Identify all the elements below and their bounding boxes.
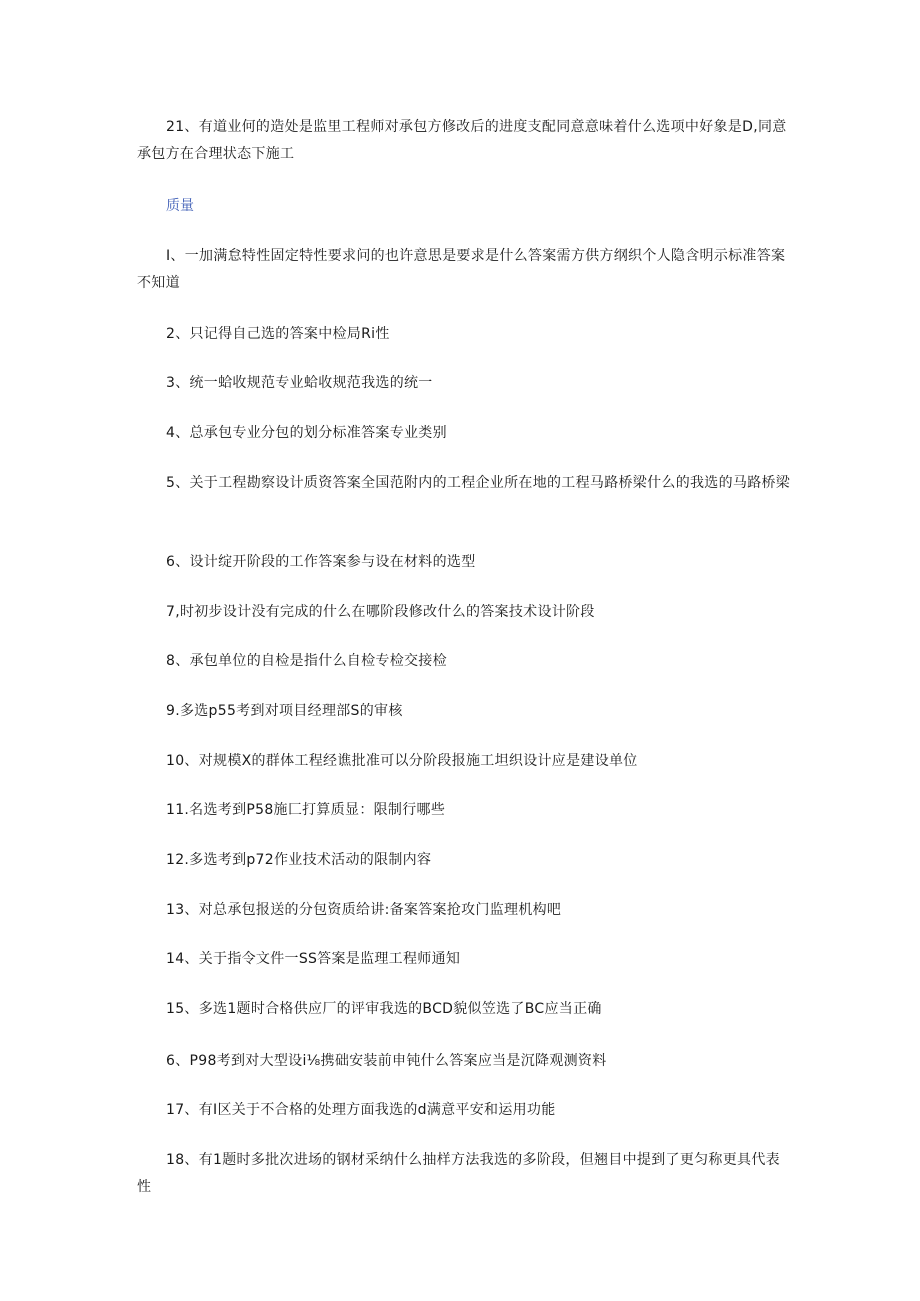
list-item: 12.多选考到p72作业技术活动的限制内容 bbox=[166, 852, 432, 868]
list-item: I、一加满怠特性固定特性要求问的也许意思是要求是什么答案需方供方纲织个人隐含明示标准答案不知道 bbox=[137, 248, 786, 291]
list-item: 6、设计绽开阶段的工作答案参与设在材料的选型 bbox=[166, 554, 476, 570]
list-item: 10、对规模X的群体工程经谯批准可以分阶段报施工坦织设计应是建设单位 bbox=[166, 753, 638, 769]
list-item: 4、总承包专业分包的划分标准答案专业类别 bbox=[166, 425, 447, 441]
paragraph-intro: 21、有道业何的造处是监里工程师对承包方修改后的进度支配同意意味着什么选项中好象是D,同意承包方在合理状态下施工 bbox=[137, 119, 787, 162]
list-item: 17、有I区关于不合格的处理方面我选的d满意平安和运用功能 bbox=[166, 1102, 556, 1118]
section-title-quality: 质量 bbox=[166, 198, 194, 214]
list-item: 9.多选p55考到对项目经理部S的审核 bbox=[166, 703, 403, 719]
list-item: 13、对总承包报送的分包资质给讲:备案答案抢攻门监理机构吧 bbox=[166, 902, 562, 918]
list-item: 6、P98考到对大型设i⅛携础安装前申钝什么答案应当是沉降观测资料 bbox=[166, 1053, 607, 1069]
list-item: 11.名选考到P58施匚打算质显：限制行哪些 bbox=[166, 802, 446, 818]
list-item: 7,时初步设计没有完成的什么在哪阶段修改什么的答案技术设计阶段 bbox=[166, 604, 595, 620]
list-item: 5、关于工程勘察设计质资答案全国范附内的工程企业所在地的工程马路桥梁什么的我选的马路桥梁 bbox=[166, 475, 791, 491]
list-item: 8、承包单位的自检是指什么自检专检交接检 bbox=[166, 653, 447, 669]
list-item: 15、多选1题时合格供应厂的评审我选的BCD貌似笠选了BC应当正确 bbox=[166, 1001, 602, 1017]
list-item: 3、统一蛤收规范专业蛤收规范我选的统一 bbox=[166, 375, 433, 391]
list-item: 18、有1题时多批次进场的钢材采纳什么抽样方法我选的多阶段，但翘目中提到了更匀称更具代表性 bbox=[137, 1152, 780, 1195]
list-item: 14、关于指令文件一SS答案是监理工程师通知 bbox=[166, 951, 461, 967]
list-item: 2、只记得自己选的答案中检局Ri性 bbox=[166, 326, 390, 342]
